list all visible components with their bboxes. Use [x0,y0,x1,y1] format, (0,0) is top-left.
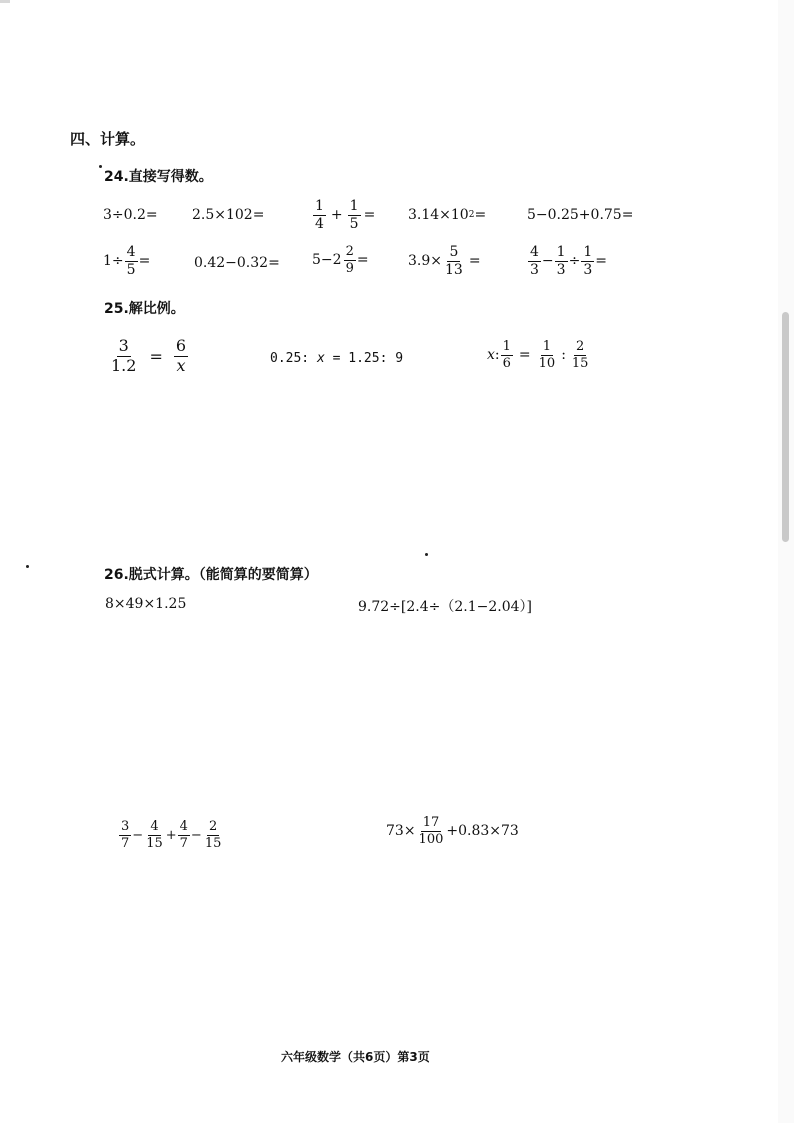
q24-r1-e1: 3÷0.2= [103,207,158,223]
fraction: $\frac{1}{3}$ [583,244,593,278]
q24-r2-e3: 5− 2 $\frac{2}{9}$ = [312,244,369,276]
fraction: $\frac{1}{10}$ [538,339,556,371]
q25-p2: 0.25: x = 1.25: 9 [270,351,404,366]
q26-e2: 9.72÷[2.4÷（2.1−2.04）] [358,599,532,615]
fraction: $\frac{4}{3}$ [530,244,539,278]
stray-dot [425,553,428,556]
scrollbar-track[interactable] [778,0,794,1123]
q24-r1-e2: 2.5×102= [192,207,265,223]
q24-r2-e4: 3.9× $\frac{5}{13}$ = [408,244,481,278]
fraction: $\frac{4}{15}$ [146,819,163,851]
q24-title: 24.直接写得数。 [104,169,213,185]
q26-e4: 73× $\frac{17}{100}$ +0.83×73 [386,815,519,847]
q26-e3: $\frac{3}{7}$ − $\frac{4}{15}$ + $\frac{4}{7}$ − $\frac{2}{15}$ [121,819,222,851]
page-footer: 六年级数学（共6页）第3页 [281,1050,430,1064]
q24-r2-e5: $\frac{4}{3}$ − $\frac{1}{3}$ ÷ $\frac{1}{3}$ = [530,244,607,278]
corner-mark-left [0,0,10,3]
fraction: $\frac{4}{5}$ [126,244,136,278]
fraction: $\frac{2}{15}$ [571,339,589,371]
q24-r1-e3: $\frac{1}{4}$ + $\frac{1}{5}$ = [315,198,376,232]
fraction: $\frac{1}{5}$ [349,198,359,232]
q24-r1-e4: 3.14×10 2 = [408,207,487,223]
q25-p3: x : $\frac{1}{6}$ = $\frac{1}{10}$ : $\frac{2}{15}$ [487,339,589,371]
fraction: $\frac{6}{x}$ [175,336,187,375]
fraction: $\frac{2}{9}$ [345,244,354,276]
fraction: $\frac{1}{3}$ [556,244,566,278]
fraction: $\frac{4}{7}$ [179,819,188,851]
q26-e1: 8×49×1.25 [105,596,187,612]
section-title: 四、计算。 [70,130,146,148]
q26-title: 26.脱式计算。（能简算的要简算） [104,567,318,583]
mixed-number: 2 $\frac{2}{9}$ [332,244,354,276]
scrollbar-thumb[interactable] [782,312,789,542]
stray-dot [26,565,29,568]
q25-p1: $\frac{3}{1.2}$ = $\frac{6}{x}$ [111,336,187,375]
q24-r2-e2: 0.42−0.32= [194,255,280,271]
fraction: $\frac{1}{4}$ [315,198,324,232]
fraction: $\frac{1}{6}$ [502,339,511,371]
fraction: $\frac{2}{15}$ [204,819,222,851]
fraction: $\frac{3}{7}$ [121,819,130,851]
q24-r2-e1: 1÷ $\frac{4}{5}$ = [103,244,151,278]
fraction: $\frac{17}{100}$ [418,815,444,847]
q25-title: 25.解比例。 [104,301,185,317]
fraction: $\frac{5}{13}$ [445,244,463,278]
q24-r1-e5: 5−0.25+0.75= [527,207,634,223]
stray-dot [99,165,102,168]
fraction: $\frac{3}{1.2}$ [111,336,137,375]
